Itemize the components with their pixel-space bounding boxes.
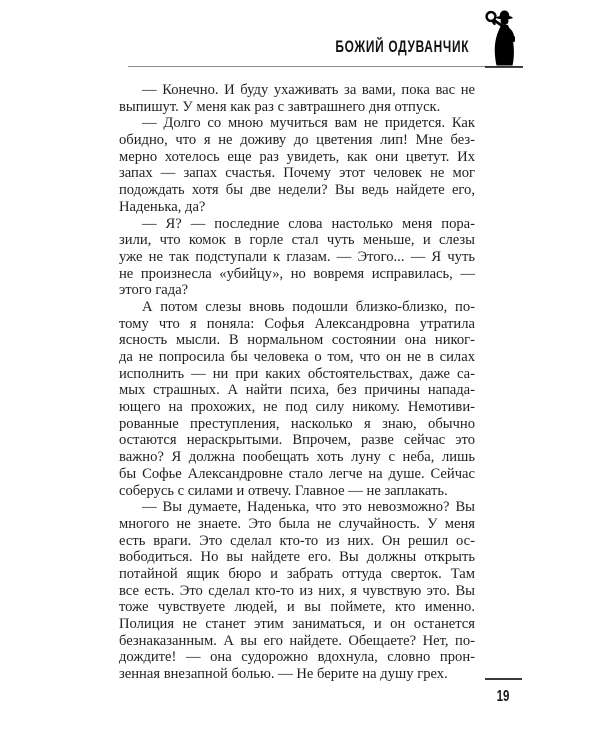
text-line: рованные преступления, насколько я знаю, обычно — [119, 415, 475, 432]
text-line: А потом слезы вновь подошли близко-близко, по- — [142, 298, 475, 315]
text-line: все есть. Это сделал кто-то из них, я чувствую это. Вы — [119, 582, 475, 599]
running-title: БОЖИЙ ОДУВАНЧИК — [335, 37, 469, 56]
paragraph — [119, 82, 475, 115]
text-column — [119, 82, 475, 683]
page-number: 19 — [496, 688, 510, 705]
text-line: потайной ящик бюро и забрать оттуда сверток. Там — [119, 565, 475, 582]
text-line: подождать хотя бы две недели? Вы ведь найдете его, — [119, 182, 475, 199]
text-line: выпишут. У меня как раз с завтрашнего дня отпуск. — [119, 98, 441, 115]
paragraph — [119, 499, 475, 683]
text-line: — Вы думаете, Наденька, что это невозможно? Вы — [142, 499, 475, 516]
text-line: обидно, что я не доживу до цветения лип! Мне без- — [119, 132, 475, 149]
text-line: этого гада? — [119, 282, 189, 299]
text-line: многого не знаете. Это была не случайность. У меня — [119, 515, 475, 532]
text-line: уже не так подступали к глазам. — Этого... — Я чуть — [119, 248, 475, 265]
paragraph — [119, 115, 475, 215]
header-rule — [128, 66, 522, 67]
text-line: тоже чувствуете людей, и вы поймете, кто именно. — [119, 599, 475, 616]
text-line: не произнесла «убийцу», но вовремя исправилась, — — [119, 265, 475, 282]
text-line: безнаказанным. А вы его найдете. Обещаете? Нет, по- — [119, 632, 475, 649]
text-line: — Долго со мною мучиться вам не придется. Как — [142, 115, 475, 132]
text-line: да не попросила бы человека о том, что он не в силах — [119, 349, 475, 365]
text-line: соберусь с силами и отвечу. Главное — не заплакать. — [119, 482, 448, 499]
text-line: зенная внезапной болью. — Не берите на душу грех. — [119, 666, 448, 683]
text-line: ясность мысли. В нормальном состоянии она никог- — [119, 332, 475, 349]
text-line: вободиться. Но вы найдете его. Вы должны открыть — [119, 549, 475, 566]
text-line: зили, что комок в горле стал чуть меньше, и слезы — [119, 232, 475, 249]
text-line: мерно хотелось еще раз увидеть, как они цветут. Их — [119, 148, 475, 165]
text-line: тому что я поняла: Софья Александровна утратила — [119, 315, 475, 332]
text-line: важно? Я должна пообещать хоть луну с неба, лишь — [119, 449, 475, 466]
text-line: остаются нераскрытыми. Впрочем, разве сейчас это — [119, 432, 475, 449]
text-line: мых страшных. А найти психа, без причины напада- — [119, 382, 475, 399]
text-line: — Конечно. И буду ухаживать за вами, пока вас не — [142, 82, 475, 98]
text-line: — Я? — последние слова настолько меня пора- — [142, 215, 475, 232]
text-line: Полиция не станет этим заниматься, и он останется — [119, 616, 475, 632]
text-line: ющего на прохожих, не под силу никому. Немотиви- — [119, 399, 475, 416]
text-line: исполнить — ни при каких обстоятельствах, даже са- — [119, 365, 475, 382]
detective-woman-icon — [484, 9, 524, 69]
paragraph — [119, 216, 475, 299]
figure-ground-line — [485, 66, 523, 68]
text-line: дождите! — она судорожно вдохнула, словно прон- — [119, 649, 475, 666]
footer-rule — [485, 678, 522, 680]
text-line: есть враги. Это сделал кто-то из них. Он решил ос- — [119, 532, 475, 549]
text-line: запах — запах счастья. Почему этот человек не мог — [119, 165, 475, 182]
text-line: бы Софье Александровне стало легче на душе. Сейчас — [119, 465, 475, 482]
paragraph — [119, 299, 475, 499]
text-line: Наденька, да? — [119, 198, 206, 215]
